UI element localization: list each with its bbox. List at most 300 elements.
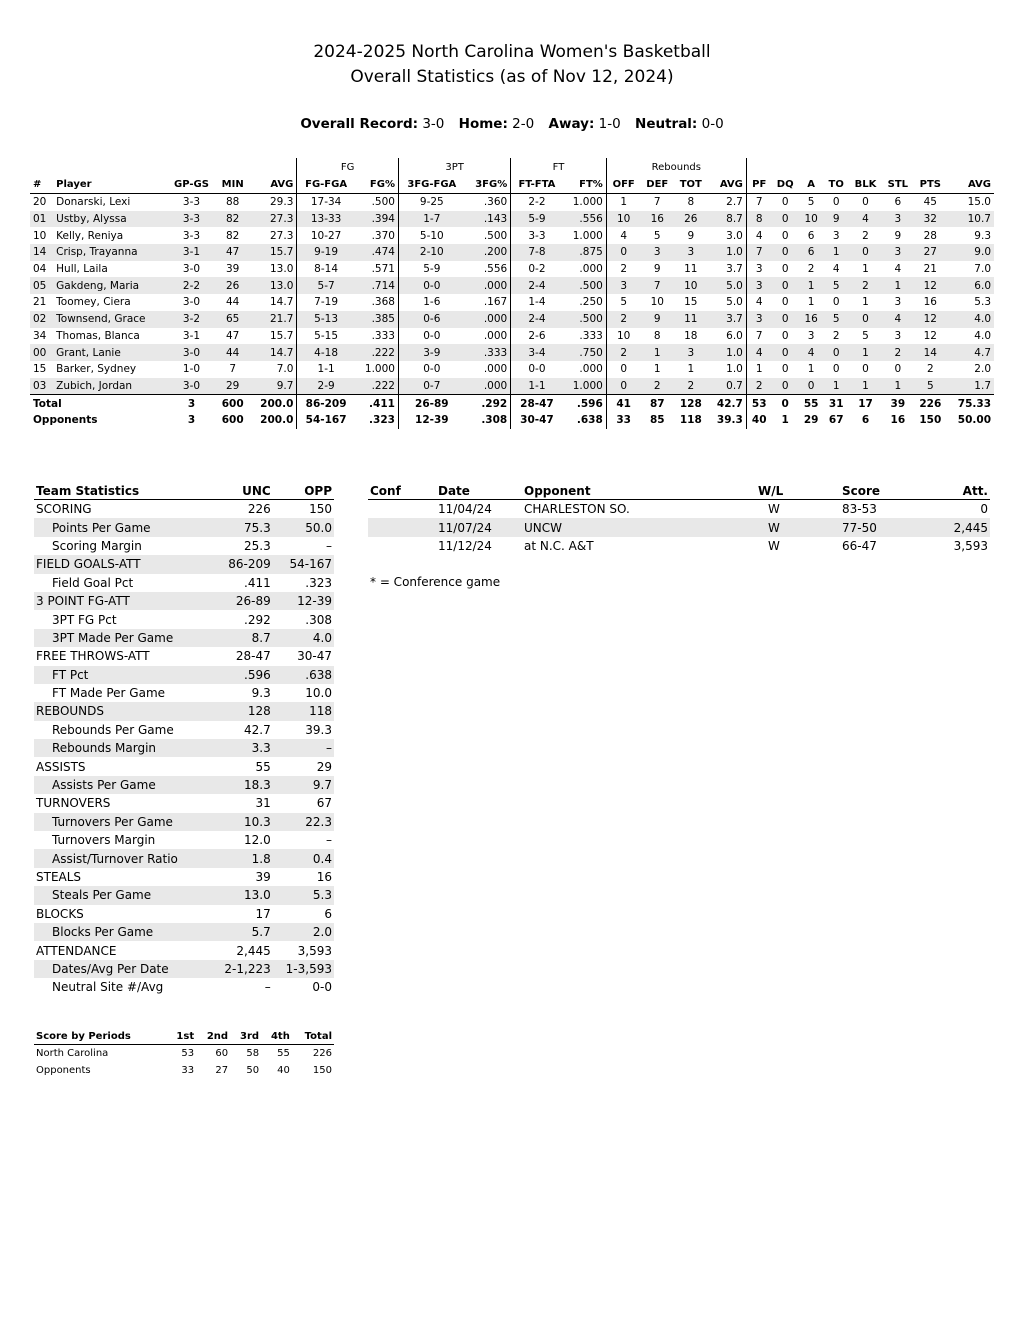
stat-cell: 5 [807, 196, 815, 209]
game-score: 66-47 [842, 538, 877, 553]
stat-cell: 7-19 [297, 294, 355, 311]
total-cell: 67 [828, 414, 844, 427]
player-row [30, 344, 994, 361]
stat-cell: 5 [862, 329, 869, 342]
player-row [30, 378, 994, 395]
stat-cell: 26 [674, 211, 708, 228]
stat-cell: 13.0 [270, 263, 294, 276]
stat-cell: 0 [832, 196, 840, 209]
score-header: Score [840, 482, 934, 500]
stat-cell: 15.7 [270, 329, 294, 342]
team-stat-row [34, 813, 334, 831]
team-stat-row [34, 794, 334, 812]
opp-value: 12-39 [273, 592, 334, 610]
att-header: Att. [934, 482, 990, 500]
stat-cell: 2 [807, 263, 815, 276]
stat-cell: 44 [226, 296, 240, 309]
stat-cell: 0 [772, 344, 799, 361]
date-header: Date [436, 482, 522, 500]
total-cell: 3 [167, 395, 216, 412]
opp-value: 3,593 [297, 943, 332, 958]
opp-value: 2.0 [273, 923, 334, 941]
team-stat-row [34, 831, 334, 849]
stat-cell: 18 [684, 329, 698, 342]
stat-cell: 3-3 [511, 227, 563, 244]
stat-cell: 0-2 [511, 261, 563, 278]
stat-cell: 1 [653, 363, 661, 376]
stat-cell: 21.7 [249, 311, 296, 328]
stat-cell: 1 [849, 378, 882, 395]
stat-cell: 0.7 [708, 378, 747, 395]
group-rebounds: Rebounds [606, 158, 746, 176]
record-label: Home: [458, 116, 508, 132]
column-header: FT-FTA [511, 176, 563, 194]
unc-value: 2-1,223 [212, 960, 273, 978]
stat-cell: 10 [606, 328, 640, 345]
record-value: 3-0 [422, 116, 445, 132]
team-stat-label: Points Per Game [34, 518, 212, 536]
player-row [30, 261, 994, 278]
stat-cell: .000 [465, 277, 511, 294]
stat-cell: 1.0 [726, 363, 743, 376]
conf-header: Conf [368, 482, 436, 500]
stat-cell: 2-9 [297, 378, 355, 395]
total-cell: 118 [679, 414, 702, 427]
total-cell: .638 [576, 414, 603, 427]
stat-cell: 3-9 [398, 344, 464, 361]
total-cell: .596 [563, 395, 607, 412]
stat-cell: 7 [746, 244, 771, 261]
period-cell: 53 [181, 1048, 195, 1059]
stat-cell: 2 [746, 378, 771, 395]
column-header: OFF [606, 176, 640, 194]
stat-cell: 12 [914, 311, 947, 328]
column-header: STL [882, 176, 914, 194]
opp-value: 0-0 [312, 980, 332, 995]
team-stat-label: STEALS [36, 870, 82, 884]
total-cell: 39 [882, 395, 914, 412]
team-stat-label: 3PT FG Pct [52, 612, 117, 627]
stat-cell: 9 [653, 263, 661, 276]
stat-cell: 04 [33, 263, 47, 276]
team-stat-row [34, 537, 334, 555]
stat-cell: 2 [832, 329, 840, 342]
stat-cell: 2-10 [398, 244, 464, 261]
stat-cell: 9 [894, 229, 902, 242]
opp-value: 30-47 [297, 649, 332, 664]
stat-cell: 9-19 [297, 244, 355, 261]
total-cell: 226 [914, 395, 947, 412]
stat-cell: .385 [355, 311, 399, 328]
stat-cell: 14 [30, 244, 53, 261]
stat-cell: 5-10 [398, 227, 464, 244]
team-stat-row [34, 702, 334, 720]
total-cell: 17 [849, 395, 882, 412]
team-stat-label: Dates/Avg Per Date [34, 960, 212, 978]
unc-value: 26-89 [212, 592, 273, 610]
total-cell: .411 [355, 395, 399, 412]
stat-cell: 4 [832, 263, 840, 276]
stat-cell: 4.7 [947, 344, 994, 361]
stat-cell: 47 [216, 244, 250, 261]
team-stat-label: BLOCKS [36, 906, 84, 921]
team-stat-label: Rebounds Per Game [52, 722, 174, 737]
stat-cell: 6.0 [726, 329, 743, 342]
stat-cell: Grant, Lanie [53, 344, 167, 361]
stat-cell: 1-0 [182, 363, 201, 376]
stat-cell: 1 [807, 363, 815, 376]
unc-value: 3.3 [212, 739, 273, 757]
stat-cell: .370 [371, 229, 395, 242]
stat-cell: .000 [483, 363, 508, 376]
total-cell: 600 [216, 395, 250, 412]
total-cell: .323 [369, 414, 395, 427]
stat-cell: 0 [606, 244, 640, 261]
total-cell: Total [30, 395, 167, 412]
stat-cell: 3-3 [182, 229, 201, 242]
total-cell: 1 [781, 414, 789, 427]
stat-cell: 8.7 [708, 211, 747, 228]
unc-value: 5.7 [212, 923, 273, 941]
team-stat-label: Assists Per Game [34, 776, 212, 794]
stat-cell: 7 [641, 277, 674, 294]
stat-cell: 1 [746, 361, 771, 378]
stat-cell: 0-0 [398, 277, 464, 294]
game-result: W [768, 502, 780, 517]
stat-cell: 3 [674, 344, 708, 361]
stat-cell: 0 [772, 244, 799, 261]
stat-cell: 4.0 [947, 311, 994, 328]
team-stat-row [34, 941, 334, 959]
stat-cell: 1.000 [572, 229, 603, 242]
stat-cell: 2.0 [974, 363, 991, 376]
opp-value: 39.3 [305, 722, 332, 737]
record-value: 0-0 [701, 116, 724, 132]
total-cell: 200.0 [260, 414, 294, 427]
stat-cell: 0 [772, 378, 799, 395]
stat-cell: .500 [563, 311, 607, 328]
stat-cell: .500 [371, 196, 395, 209]
stat-cell: 4-18 [297, 344, 355, 361]
period-row [34, 1062, 334, 1079]
unc-value: 31 [255, 796, 271, 811]
team-stat-row [34, 923, 334, 941]
stat-cell: 0 [781, 229, 789, 242]
stat-cell: 0 [799, 378, 824, 395]
stat-cell: 17-34 [297, 194, 355, 211]
stat-cell: Barker, Sydney [56, 363, 137, 376]
total-cell: 86-209 [297, 395, 355, 412]
opp-value: .638 [273, 666, 334, 684]
opp-value: 6 [324, 906, 332, 921]
period-header: 1st [167, 1029, 196, 1045]
stat-cell: 3-2 [167, 311, 216, 328]
game-row [368, 537, 990, 555]
team-stat-label: Blocks Per Game [34, 923, 212, 941]
total-cell: 29 [803, 414, 819, 427]
stat-cell: 0 [781, 296, 789, 309]
stat-cell: Toomey, Ciera [56, 296, 131, 309]
game-date: 11/04/24 [438, 502, 492, 517]
stat-cell: 21 [923, 263, 937, 276]
column-header: DEF [641, 176, 674, 194]
team-stat-label: FIELD GOALS-ATT [34, 555, 212, 573]
game-attendance: 3,593 [953, 538, 988, 553]
stat-cell: 5-15 [297, 328, 355, 345]
opp-value: 16 [316, 870, 332, 884]
period-cell: 55 [277, 1048, 290, 1059]
player-stats-table [30, 158, 994, 429]
player-row [30, 361, 994, 378]
opp-value: 10.0 [305, 686, 332, 701]
team-stat-label: Turnovers Per Game [34, 813, 212, 831]
stat-cell: 3 [807, 329, 815, 342]
stat-cell: 9 [823, 211, 848, 228]
total-cell: 50.00 [957, 414, 991, 427]
opp-value: 118 [273, 702, 334, 720]
stat-cell: 1.000 [572, 196, 603, 209]
game-opponent: at N.C. A&T [524, 538, 594, 553]
stat-cell: 0 [606, 378, 640, 395]
stat-cell: 2 [674, 378, 708, 395]
stat-cell: 21 [33, 296, 47, 309]
page-subtitle: Overall Statistics (as of Nov 12, 2024) [350, 67, 674, 87]
column-header: TOT [674, 176, 708, 194]
team-stat-row [34, 868, 334, 886]
game-conf [368, 518, 436, 536]
stat-cell: 3 [746, 261, 771, 278]
unc-value: .411 [244, 575, 271, 590]
stat-cell: 0 [772, 211, 799, 228]
column-header: GP-GS [167, 176, 216, 194]
stat-cell: 5 [823, 277, 848, 294]
column-header: MIN [216, 176, 250, 194]
stat-cell: 12 [923, 329, 937, 342]
stat-cell: 28 [923, 229, 937, 242]
total-cell: 53 [746, 395, 771, 412]
stat-cell: 3-3 [167, 211, 216, 228]
stat-cell: 3-1 [167, 244, 216, 261]
team-stat-label: FREE THROWS-ATT [36, 649, 150, 664]
stat-cell: 0 [606, 361, 640, 378]
stat-cell: 1 [849, 344, 882, 361]
stat-cell: 9-25 [398, 194, 464, 211]
unc-value: 1.8 [212, 849, 273, 867]
stat-cell: 0 [832, 296, 840, 309]
team-stat-row [34, 757, 334, 775]
stat-cell: 3-0 [182, 263, 201, 276]
stat-cell: 9 [641, 311, 674, 328]
player-row [30, 227, 994, 244]
stat-cell: 5-9 [398, 261, 464, 278]
unc-value: 10.3 [212, 813, 273, 831]
stat-cell: 0 [849, 311, 882, 328]
stat-cell: 16 [799, 311, 824, 328]
conference-note: * = Conference game [370, 575, 501, 589]
stat-cell: 4 [882, 311, 914, 328]
stat-cell: 26 [216, 277, 250, 294]
stat-cell: 45 [923, 196, 937, 209]
opp-value: 50.0 [273, 518, 334, 536]
unc-value: 28-47 [235, 649, 271, 664]
stat-cell: 3.0 [726, 229, 743, 242]
stat-cell: 16 [923, 296, 937, 309]
stat-cell: 34 [33, 329, 47, 342]
game-results-table [368, 482, 990, 555]
stat-cell: 5 [606, 294, 640, 311]
column-header: BLK [849, 176, 882, 194]
total-cell: 600 [221, 414, 244, 427]
stat-cell: 2 [882, 344, 914, 361]
period-header: 2nd [196, 1029, 230, 1045]
stat-cell: 1-7 [398, 211, 464, 228]
stat-cell: 1-4 [511, 294, 563, 311]
stat-cell: 00 [30, 344, 53, 361]
stat-cell: 0-7 [398, 378, 464, 395]
stat-cell: 1.7 [947, 378, 994, 395]
team-stat-row [34, 629, 334, 647]
stat-cell: Donarski, Lexi [56, 196, 131, 209]
stat-cell: Kelly, Reniya [56, 229, 124, 242]
player-row [30, 294, 994, 311]
column-header: A [799, 176, 824, 194]
stat-cell: .000 [465, 311, 511, 328]
total-cell: 16 [890, 414, 906, 427]
total-cell: 40 [746, 412, 771, 429]
stat-cell: 3 [746, 277, 771, 294]
column-header: Player [53, 176, 167, 194]
stat-cell: 0 [894, 363, 902, 376]
game-date: 11/07/24 [436, 518, 522, 536]
group-ft: FT [511, 158, 607, 176]
unc-value: .292 [244, 612, 271, 627]
stat-cell: .333 [371, 329, 395, 342]
game-opponent: CHARLESTON SO. [524, 502, 630, 517]
stat-cell: Thomas, Blanca [56, 329, 140, 342]
total-cell: 128 [674, 395, 708, 412]
stat-cell: 0 [772, 277, 799, 294]
team-stat-label: Field Goal Pct [52, 575, 134, 590]
team-stat-label: ATTENDANCE [36, 943, 117, 958]
stat-cell: .394 [355, 211, 399, 228]
stat-cell: 3 [641, 244, 674, 261]
column-header: 3FG-FGA [398, 176, 464, 194]
stat-cell: 6.0 [947, 277, 994, 294]
column-header: # [30, 176, 53, 194]
stat-cell: 29.3 [270, 196, 294, 209]
period-cell: North Carolina [36, 1048, 109, 1059]
stat-cell: 2 [849, 277, 882, 294]
team-stat-row [34, 555, 334, 573]
unc-value: 12.0 [244, 833, 271, 848]
unc-value: 17 [255, 906, 271, 921]
team-stat-row [34, 574, 334, 592]
team-stat-label: Turnovers Margin [52, 833, 156, 848]
stat-cell: 4.0 [974, 329, 991, 342]
stat-cell: 2-6 [511, 328, 563, 345]
stat-cell: 10 [33, 229, 47, 242]
period-header: 3rd [230, 1029, 261, 1045]
stat-cell: .556 [483, 263, 508, 276]
stat-cell: 13-33 [297, 211, 355, 228]
game-score: 77-50 [840, 518, 934, 536]
stat-cell: 10 [674, 277, 708, 294]
stat-cell: 7 [653, 196, 661, 209]
period-cell: 50 [246, 1065, 260, 1076]
stat-cell: 2 [606, 261, 640, 278]
team-stat-row [34, 518, 334, 536]
stat-cell: 10.7 [947, 211, 994, 228]
unc-value: 39 [255, 870, 271, 884]
opp-value: 54-167 [273, 555, 334, 573]
stat-cell: 82 [216, 211, 250, 228]
column-header: PF [746, 176, 771, 194]
stat-cell: .571 [371, 263, 395, 276]
period-cell: 226 [312, 1048, 332, 1059]
stat-cell: 9.3 [974, 229, 991, 242]
stat-cell: 15 [684, 296, 698, 309]
stat-cell: 7 [229, 363, 237, 376]
team-statistics-table [34, 482, 334, 997]
stat-cell: 11 [684, 263, 698, 276]
column-header-row [30, 176, 994, 194]
period-header: 4th [261, 1029, 292, 1045]
column-group-row [30, 158, 994, 176]
record-label: Overall Record: [300, 116, 419, 132]
player-row [30, 328, 994, 345]
stat-cell: .500 [563, 277, 607, 294]
stat-cell: 44 [216, 344, 250, 361]
game-date: 11/12/24 [438, 538, 492, 553]
stat-cell: .000 [465, 378, 511, 395]
column-header: AVG [708, 176, 747, 194]
unc-value: 25.3 [244, 538, 271, 553]
stat-cell: .222 [355, 378, 399, 395]
stat-cell: 1 [799, 277, 824, 294]
stat-cell: 82 [226, 229, 240, 242]
stat-cell: 3 [894, 329, 902, 342]
stat-cell: 1 [641, 344, 674, 361]
unc-value: .596 [212, 666, 273, 684]
player-row [30, 277, 994, 294]
stat-cell: 03 [30, 378, 53, 395]
unc-header: UNC [212, 482, 273, 500]
team-stat-row [34, 776, 334, 794]
stat-cell: 2.7 [726, 196, 743, 209]
game-opponent: UNCW [522, 518, 756, 536]
stat-cell: 14.7 [270, 296, 294, 309]
score-by-periods-table [34, 1029, 334, 1079]
stat-cell: Gakdeng, Maria [53, 277, 167, 294]
stat-cell: 7-8 [511, 244, 563, 261]
stat-cell: 2-4 [511, 311, 563, 328]
opp-value: 4.0 [273, 629, 334, 647]
stat-cell: 0-0 [511, 361, 563, 378]
column-header: TO [823, 176, 848, 194]
stat-cell: .000 [483, 329, 508, 342]
stat-cell: 6 [807, 229, 815, 242]
stat-cell: 5-9 [511, 211, 563, 228]
opp-value: – [273, 739, 334, 757]
stat-cell: 1.0 [708, 344, 747, 361]
team-stat-row [34, 500, 334, 519]
unc-value: 42.7 [244, 722, 271, 737]
stat-cell: 7 [746, 194, 771, 211]
record-value: 2-0 [512, 116, 535, 132]
stat-cell: 3.7 [726, 263, 743, 276]
total-cell: 26-89 [398, 395, 464, 412]
stat-cell: 6 [799, 244, 824, 261]
